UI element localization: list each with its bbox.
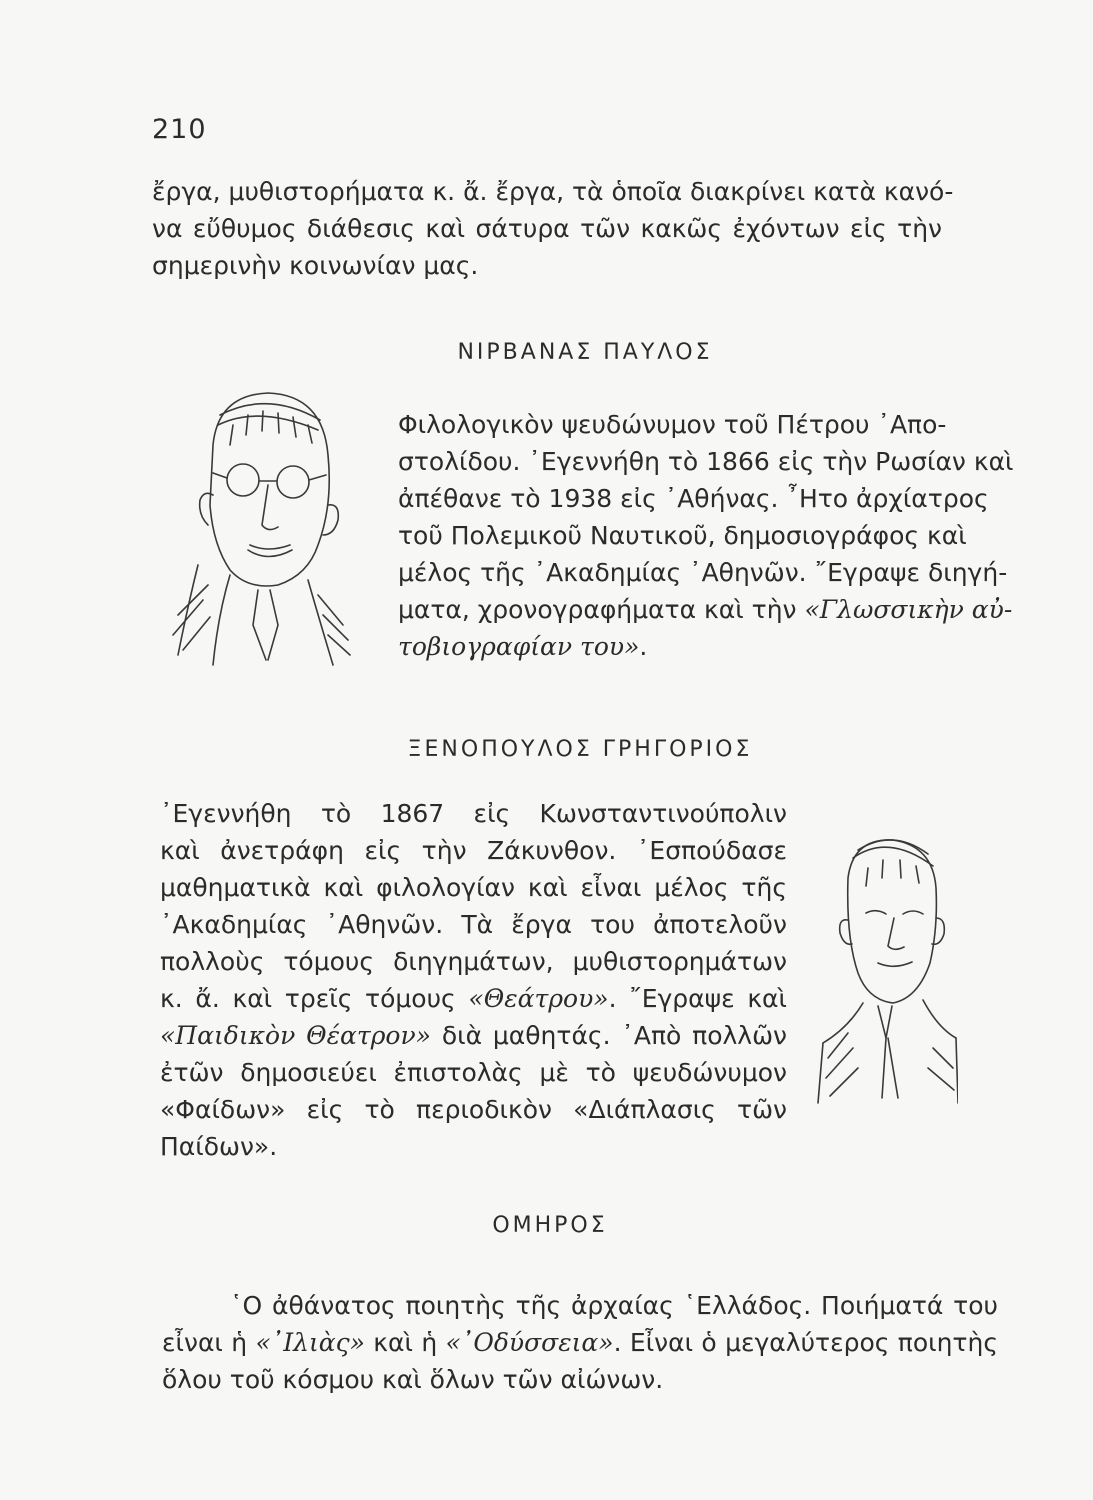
text-run: .	[639, 632, 648, 661]
text-line	[398, 591, 1013, 628]
text-line: μέλος τῆς ᾿Ακαδημίας ᾿Αθηνῶν. ῎Εγραψε διηγή-	[398, 558, 1008, 587]
section-heading-xenopoulos: ΞΕΝΟΠΟΥΛΟΣ ΓΡΗΓΟΡΙΟΣ	[407, 737, 753, 762]
text-line: ᾿Εγεννήθη τὸ 1867 εἰς Κωνσταντινούπολιν	[160, 799, 787, 828]
intro-paragraph	[152, 173, 954, 284]
text-line: Παίδων».	[160, 1132, 278, 1161]
text-line	[160, 980, 787, 1017]
text-run: . ῎Εγραψε καὶ	[608, 984, 787, 1013]
book-title: «Γλωσσικὴν αὐ-	[804, 595, 1013, 624]
text-line: στολίδου. ᾿Εγεννήθη τὸ 1866 εἰς τὴν Ρωσίαν καὶ	[398, 447, 1014, 476]
portrait-engraving-icon	[808, 828, 958, 1108]
text-run: ματα, χρονογραφήματα καὶ τὴν	[398, 595, 805, 624]
text-line: «Φαίδων» εἰς τὸ περιοδικὸν «Διάπλασις τῶν	[160, 1095, 787, 1124]
book-title: «Παιδικὸν Θέατρον»	[160, 1021, 431, 1050]
text-line: τοῦ Πολεμικοῦ Ναυτικοῦ, δημοσιογράφος καὶ	[398, 521, 967, 550]
xenopoulos-paragraph	[160, 795, 787, 1165]
page-number: 210	[152, 114, 207, 145]
nirvanas-paragraph	[398, 406, 1014, 665]
book-title: «᾿Ιλιὰς»	[255, 1328, 365, 1357]
text-line: καὶ ἀνετράφη εἰς τὴν Ζάκυνθον. ᾿Εσπούδασε	[160, 836, 787, 865]
text-line: ὅλου τοῦ κόσμου καὶ ὅλων τῶν αἰώνων.	[162, 1365, 664, 1394]
text-line: ᾿Ακαδημίας ᾿Αθηνῶν. Τὰ ἔργα του ἀποτελοῦν	[160, 910, 787, 939]
text-run: εἶναι ἡ	[162, 1328, 256, 1357]
text-line	[160, 1017, 787, 1054]
text-line: να εὔθυμος διάθεσις καὶ σάτυρα τῶν κακῶς ἐχόντων εἰς τὴν	[152, 214, 942, 243]
portrait-nirvanas	[158, 385, 358, 670]
text-run: . Εἶναι ὁ μεγαλύτερος ποιητὴς	[613, 1328, 999, 1357]
text-line: ἔργα, μυθιστορήματα κ. ἄ. ἔργα, τὰ ὁποῖα διακρίνει κατὰ κανό-	[152, 177, 954, 206]
text-run: διὰ μαθητάς. ᾿Απὸ πολλῶν	[430, 1021, 788, 1050]
section-heading-omiros: ΟΜΗΡΟΣ	[492, 1213, 608, 1238]
section-heading-nirvanas: ΝΙΡΒΑΝΑΣ ΠΑΥΛΟΣ	[457, 340, 713, 365]
text-line: ῾Ο ἀθάνατος ποιητὴς τῆς ἀρχαίας ῾Ελλάδος. Ποιήματά του	[230, 1291, 998, 1320]
text-line: ἐτῶν δημοσιεύει ἐπιστολὰς μὲ τὸ ψευδώνυμον	[160, 1058, 787, 1087]
book-title: «Θεάτρου»	[468, 984, 609, 1013]
omiros-paragraph	[162, 1287, 999, 1398]
text-line: Φιλολογικὸν ψευδώνυμον τοῦ Πέτρου ᾿Απο-	[398, 410, 947, 439]
text-line	[398, 628, 941, 665]
text-line: ἀπέθανε τὸ 1938 εἰς ᾿Αθήνας. ῏Ητο ἀρχίατρος	[398, 484, 989, 513]
text-line: μαθηματικὰ καὶ φιλολογίαν καὶ εἶναι μέλος τῆς	[160, 873, 787, 902]
book-title: «᾿Οδύσσεια»	[445, 1328, 614, 1357]
text-line: πολλοὺς τόμους διηγημάτων, μυθιστορημάτων	[160, 947, 787, 976]
text-run: καὶ ἡ	[364, 1328, 446, 1357]
text-line	[162, 1324, 998, 1361]
book-title: τοβιογραφίαν του»	[398, 632, 640, 661]
text-run: κ. ἄ. καὶ τρεῖς τόμους	[160, 984, 469, 1013]
portrait-xenopoulos	[808, 828, 958, 1108]
portrait-engraving-icon	[158, 385, 358, 670]
text-line: σημερινὴν κοινωνίαν μας.	[152, 251, 479, 280]
